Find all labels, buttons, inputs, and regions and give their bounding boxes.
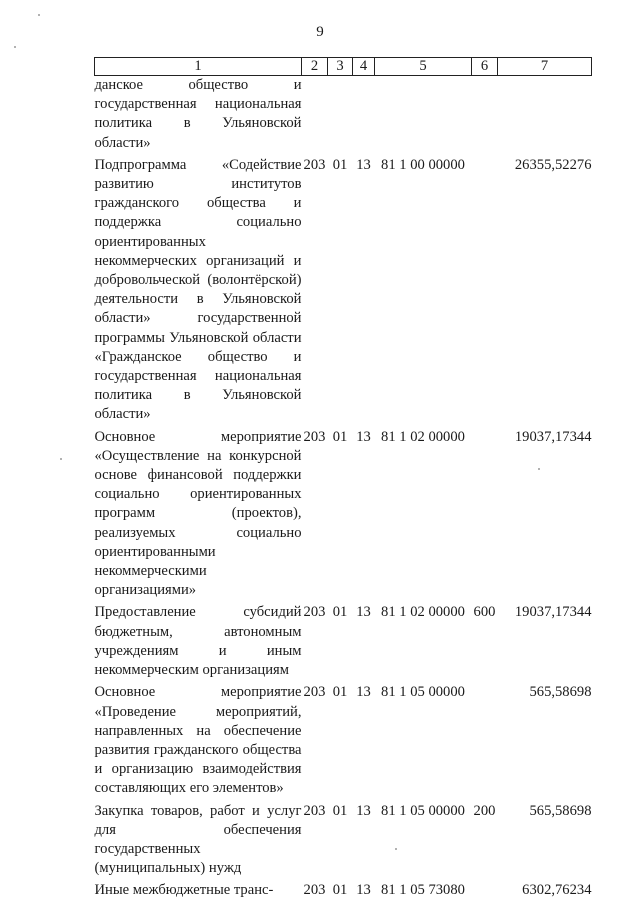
table-row [95, 428, 592, 604]
row-amount: 26355,52276 [514, 156, 592, 173]
table-row [95, 603, 592, 683]
header-col-3: 3 [328, 58, 353, 76]
row-col4: 13 [356, 802, 371, 819]
row-col2: 203 [303, 684, 326, 701]
row-col4: 13 [356, 428, 371, 445]
row-col2: 203 [303, 428, 326, 445]
row-name: Основное мероприятие «Осуществление на конкурсной основе финансовой поддержки социально ориентированных программ (проектов), реализуемых социально ориентированными некоммерческими организациями» [94, 428, 302, 599]
row-col2 [302, 76, 328, 156]
row-col2: 203 [303, 604, 326, 621]
row-col5: 81 1 05 73080 [381, 882, 465, 899]
row-col2: 203 [303, 156, 326, 173]
row-amount: 19037,17344 [514, 428, 592, 445]
row-col6 [472, 881, 498, 900]
header-col-5: 5 [375, 58, 472, 76]
row-col4: 13 [356, 156, 371, 173]
table-body [95, 76, 592, 901]
row-col5: 81 1 02 00000 [381, 604, 465, 621]
row-name: Предоставление субсидий бюджетным, автономным учреждениям и иным некоммерческим организациям [94, 604, 302, 679]
row-name: Закупка товаров, работ и услуг для обеспечения государственных (муниципальных) нужд [94, 802, 302, 877]
row-col4: 13 [356, 882, 371, 899]
header-col-7: 7 [498, 58, 592, 76]
row-name: Иные межбюджетные транс- [94, 882, 274, 899]
table-row [95, 156, 592, 428]
scan-speck [38, 14, 40, 16]
row-col3: 01 [332, 802, 348, 819]
row-amount: 19037,17344 [514, 604, 592, 621]
row-amount: 565,58698 [529, 802, 592, 819]
row-col6: 200 [473, 802, 496, 819]
table-row [95, 683, 592, 801]
row-name: Основное мероприятие «Проведение мероприятий, направленных на обеспечение развития гражданского общества и организацию взаимодействия составляющих его элементов» [94, 684, 302, 797]
header-col-2: 2 [302, 58, 328, 76]
header-row [95, 58, 592, 76]
header-col-4: 4 [353, 58, 375, 76]
scan-speck [14, 46, 16, 48]
row-col5 [375, 76, 472, 156]
row-col5: 81 1 05 00000 [381, 684, 465, 701]
table-header [95, 58, 592, 76]
page-number: 9 [316, 24, 324, 40]
row-amount: 565,58698 [529, 684, 592, 701]
row-col6 [472, 156, 498, 428]
row-col6: 600 [473, 604, 496, 621]
row-col2: 203 [303, 802, 326, 819]
row-col2: 203 [303, 882, 326, 899]
row-name: Подпрограмма «Содействие развитию институтов гражданского общества и поддержка социально ориентированных некоммерческих организаций и добровольческой (волонтёрской) деятельности в Ульяновской области» государственной программы Ульяновской области «Гражданское общество и государственная национальная политика в Ульяновской области» [94, 156, 302, 423]
row-amount [498, 76, 592, 156]
budget-table [94, 57, 592, 901]
row-name: данское общество и государственная национальная политика в Ульяновской области» [94, 77, 302, 151]
row-col3: 01 [332, 156, 348, 173]
scan-speck [60, 458, 62, 460]
row-col6 [472, 428, 498, 604]
header-col-6: 6 [472, 58, 498, 76]
row-col3: 01 [332, 882, 348, 899]
row-col3: 01 [332, 604, 348, 621]
row-col6 [472, 683, 498, 801]
row-col3 [328, 76, 353, 156]
row-col4: 13 [356, 604, 371, 621]
scan-speck [538, 468, 540, 470]
table-row [95, 802, 592, 882]
row-col4: 13 [356, 684, 371, 701]
row-col4 [353, 76, 375, 156]
header-col-1: 1 [95, 58, 302, 76]
row-col5: 81 1 05 00000 [381, 802, 465, 819]
table-row [95, 76, 592, 156]
row-col5: 81 1 00 00000 [381, 156, 465, 173]
row-col5: 81 1 02 00000 [381, 428, 465, 445]
row-col6 [472, 76, 498, 156]
row-col3: 01 [332, 684, 348, 701]
row-amount: 6302,76234 [522, 882, 592, 899]
table-row [95, 881, 592, 900]
row-col3: 01 [332, 428, 348, 445]
scan-speck [395, 848, 397, 850]
